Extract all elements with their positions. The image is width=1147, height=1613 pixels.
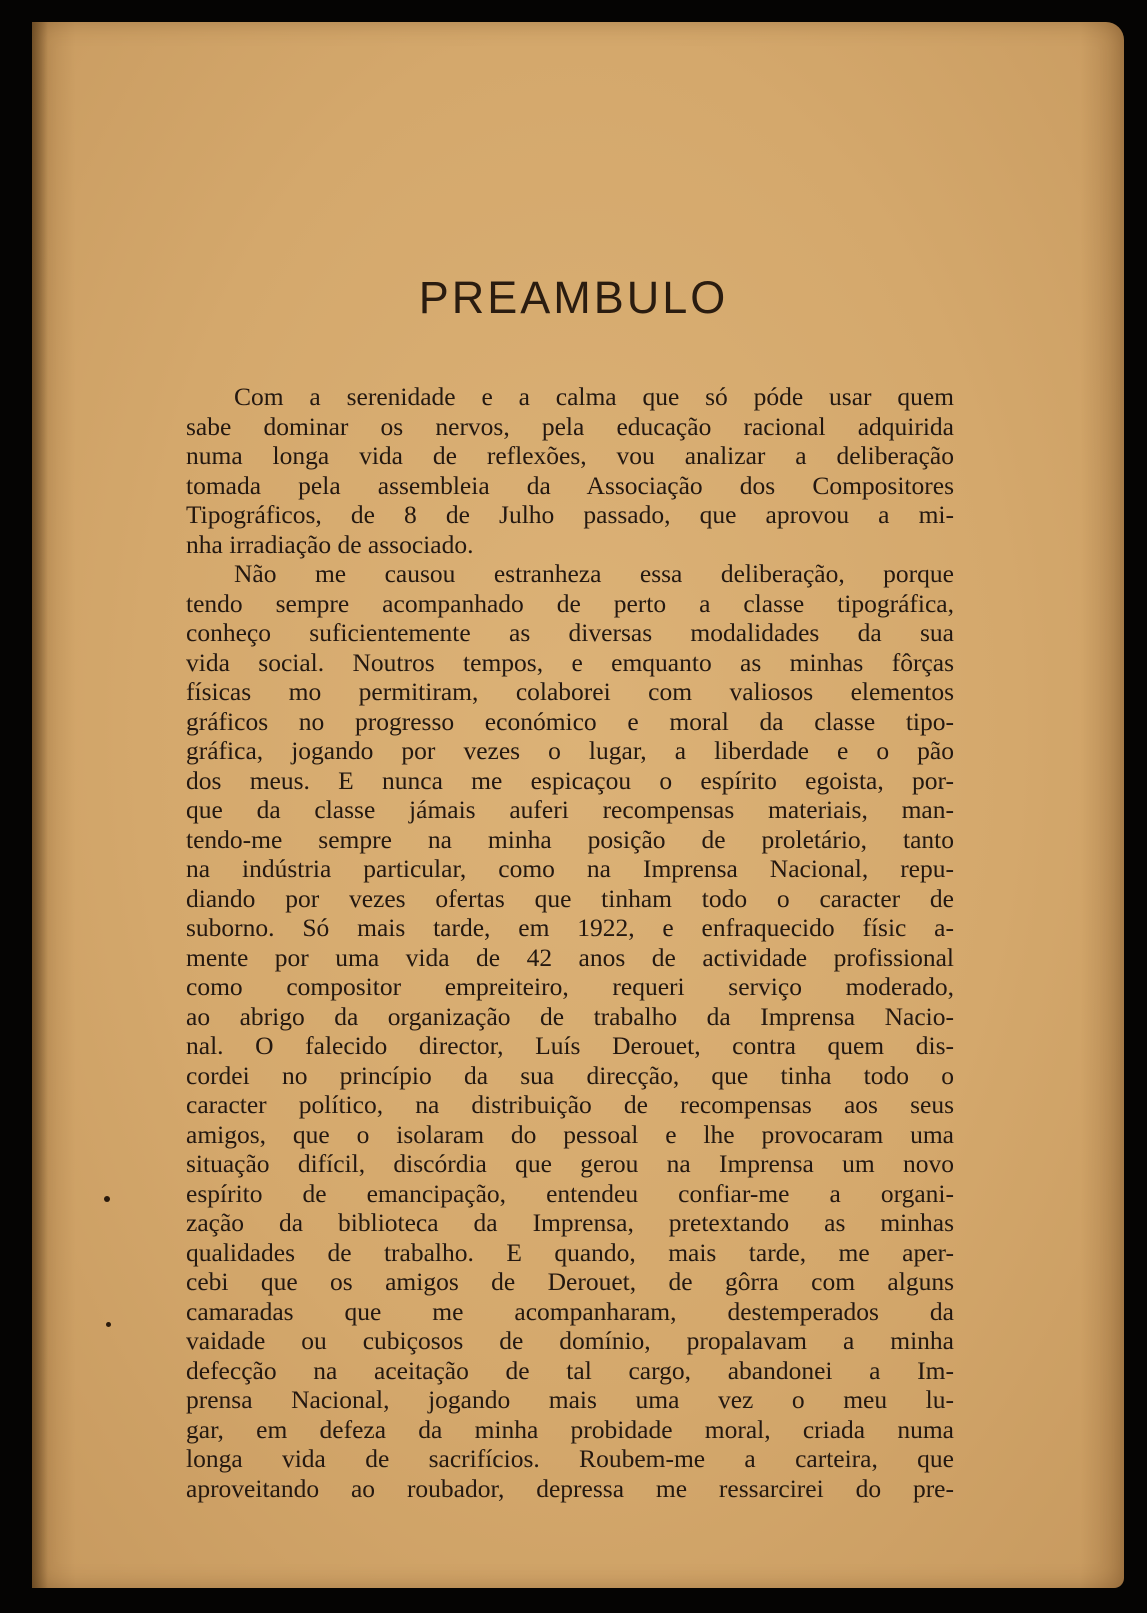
- ink-speck: [106, 1322, 111, 1327]
- text-line: conheço suficientemente as diversas modalidades da sua: [186, 618, 954, 647]
- text-line: ao abrigo da organização de trabalho da Imprensa Nacio-: [186, 1001, 954, 1031]
- text-line: gráficos no progresso económico e moral da classe tipo-: [186, 706, 954, 736]
- text-line: qualidades de trabalho. E quando, mais tarde, me aper-: [186, 1237, 954, 1267]
- text-line: defecção na aceitação de tal cargo, abandonei a Im-: [186, 1355, 954, 1385]
- text-line: dos meus. E nunca me espicaçou o espírito egoista, por-: [186, 765, 954, 795]
- text-line: cordei no princípio da sua direcção, que tinha todo o: [186, 1060, 954, 1090]
- text-line: como compositor empreiteiro, requeri serviço moderado,: [186, 972, 954, 1001]
- text-line: longa vida de sacrifícios. Roubem-me a carteira, que: [186, 1444, 954, 1473]
- text-line: gráfica, jogando por vezes o lugar, a liberdade e o pão: [186, 736, 954, 765]
- text-line: situação difícil, discórdia que gerou na Imprensa um novo: [186, 1149, 954, 1178]
- ink-speck: [104, 1196, 110, 1202]
- page-spine-shadow: [32, 22, 48, 1588]
- text-line: tomada pela assembleia da Associação dos Compositores: [186, 470, 954, 500]
- text-line: zação da biblioteca da Imprensa, pretextando as minhas: [186, 1208, 954, 1237]
- text-line: Não me causou estranheza essa deliberação, porque: [234, 559, 954, 588]
- body-text: [186, 382, 954, 1503]
- text-line: que da classe jámais auferi recompensas materiais, man-: [186, 795, 954, 824]
- text-line: na indústria particular, como na Imprensa Nacional, repu-: [186, 854, 954, 883]
- text-line: Tipográficos, de 8 de Julho passado, que aprovou a mi-: [186, 500, 954, 529]
- text-line: nal. O falecido director, Luís Derouet, contra quem dis-: [186, 1031, 954, 1060]
- text-line: gar, em defeza da minha probidade moral, criada numa: [186, 1414, 954, 1444]
- text-line: Com a serenidade e a calma que só póde usar quem: [234, 382, 954, 411]
- text-line: tendo sempre acompanhado de perto a classe tipográfica,: [186, 588, 954, 618]
- text-line: vaidade ou cubiçosos de domínio, propalavam a minha: [186, 1326, 954, 1355]
- text-line: cebi que os amigos de Derouet, de gôrra com alguns: [186, 1267, 954, 1296]
- text-line: prensa Nacional, jogando mais uma vez o meu lu-: [186, 1385, 954, 1414]
- text-line: tendo-me sempre na minha posição de proletário, tanto: [186, 824, 954, 854]
- text-line: sabe dominar os nervos, pela educação racional adquirida: [186, 411, 954, 441]
- page-title: PREAMBULO: [418, 272, 729, 323]
- text-line: camaradas que me acompanharam, destemperados da: [186, 1296, 954, 1326]
- text-line: caracter político, na distribuição de recompensas aos seus: [186, 1090, 954, 1119]
- text-line: diando por vezes ofertas que tinham todo o caracter de: [186, 883, 954, 913]
- text-line: mente por uma vida de 42 anos de actividade profissional: [186, 942, 954, 972]
- text-line: espírito de emancipação, entendeu confiar-me a organi-: [186, 1178, 954, 1208]
- text-line: nha irradiação de associado.: [186, 529, 474, 559]
- text-line: suborno. Só mais tarde, em 1922, e enfraquecido físic a-: [186, 913, 954, 942]
- text-line: numa longa vida de reflexões, vou analizar a deliberação: [186, 441, 954, 470]
- text-line: aproveitando ao roubador, depressa me ressarcirei do pre-: [186, 1473, 954, 1503]
- text-line: vida social. Noutros tempos, e emquanto as minhas fôrças: [186, 647, 954, 677]
- text-line: amigos, que o isolaram do pessoal e lhe provocaram uma: [186, 1119, 954, 1149]
- text-line: físicas mo permitiram, colaborei com valiosos elementos: [186, 677, 954, 706]
